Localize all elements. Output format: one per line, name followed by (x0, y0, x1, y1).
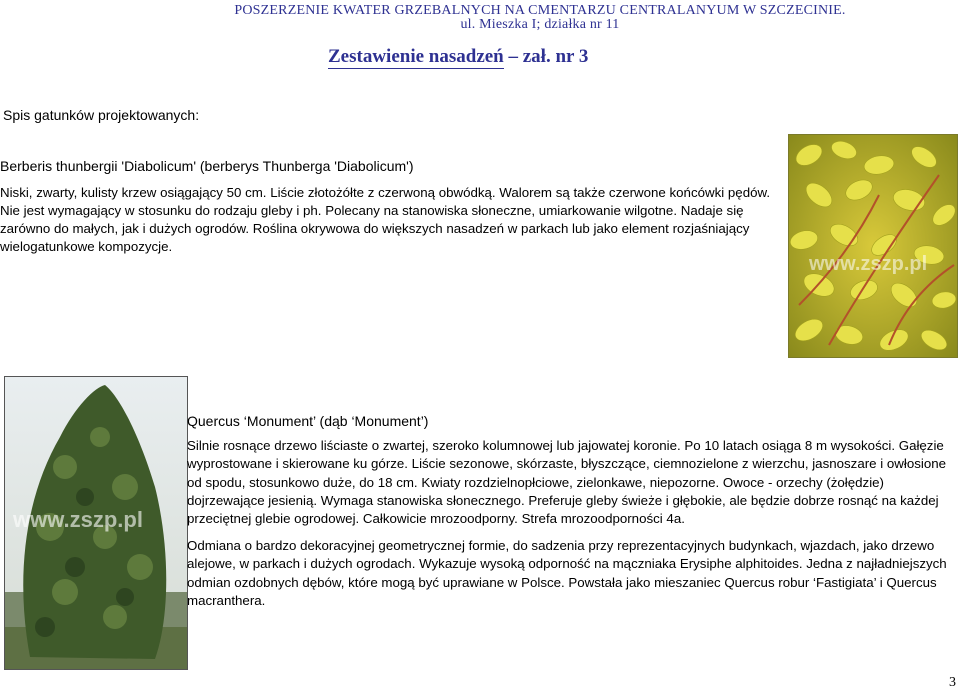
plant-1-name: Berberis thunbergii 'Diabolicum' (berberys Thunberga 'Diabolicum') (0, 158, 414, 174)
page-number: 3 (949, 675, 956, 690)
plant-1-description: Niski, zwarty, kulisty krzew osiągający 50 cm. Liście złotożółte z czerwoną obwódką. Walorem są także czerwone końcówki pędów. Nie jest wymagający w stosunku do rodzaju gleby i ph. Polecany na stanowiska słoneczne, umiarkowanie wilgotne. Nadaje się zarówno do małych, jak i dużych ogrodów. Roślina okrywowa do większych nasadzeń w parkach lub jako element rozjaśniający wielogatunkowe kompozycje. (0, 185, 771, 254)
species-list-heading: Spis gatunków projektowanych: (3, 107, 200, 123)
page-title-main: Zestawienie nasadzeń (328, 46, 504, 67)
plant-2-description: Silnie rosnące drzewo liściaste o zwartej, szeroko kolumnowej lub jajowatej koronie. Po 10 latach osiąga 8 m wysokości. Gałęzie wyprostowane i skierowane ku górze. Liście sezonowe, skórzaste, błyszczące, ciemnozielone z wierzchu, jasnoszare i owłosione od spodu, stosunkowo duże, do 18 cm. Kwiaty rozdzielnopłciowe, zielonkawe, niepozorne. Owoce - orzechy (żołędzie) dojrzewające jesienią. Wymaga stanowiska słonecznego. Preferuje gleby świeże i głębokie, ale będzie dobrze rosnąć na każdej przeciętnej glebie ogrodowej. Całkowicie mrozoodporny. Strefa mrozoodporności 4a. (187, 438, 947, 527)
document-header-address: ul. Mieszka I; działka nr 11 (460, 17, 620, 32)
page-title (328, 46, 588, 68)
plant-2-notes: Odmiana o bardzo dekoracyjnej geometrycznej formie, do sadzenia przy reprezentacyjnych budynkach, wjazdach, jako drzewo alejowe, w parkach i dużych ogrodach. Wykazuje wysoką odporność na mączniaka Erysiphe alphitoides. Jedna z najładniejszych odmian ozdobnych dębów, które mogą być uprawiane w Polsce. Powstała jako mieszaniec Quercus robur ‘Fastigiata’ i Quercus macranthera. (187, 538, 947, 608)
page-title-annex: – zał. nr 3 (503, 46, 589, 67)
plant-2-name: Quercus ‘Monument’ (dąb ‘Monument’) (187, 413, 429, 429)
photo-watermark: www.zszp.pl (809, 253, 928, 275)
photo-watermark: www.zszp.pl (13, 507, 143, 532)
document-header-title: POSZERZENIE KWATER GRZEBALNYCH NA CMENTARZU CENTRALANYUM W SZCZECINIE. (234, 3, 846, 18)
quercus-photo (4, 376, 188, 670)
berberis-photo (788, 134, 958, 358)
